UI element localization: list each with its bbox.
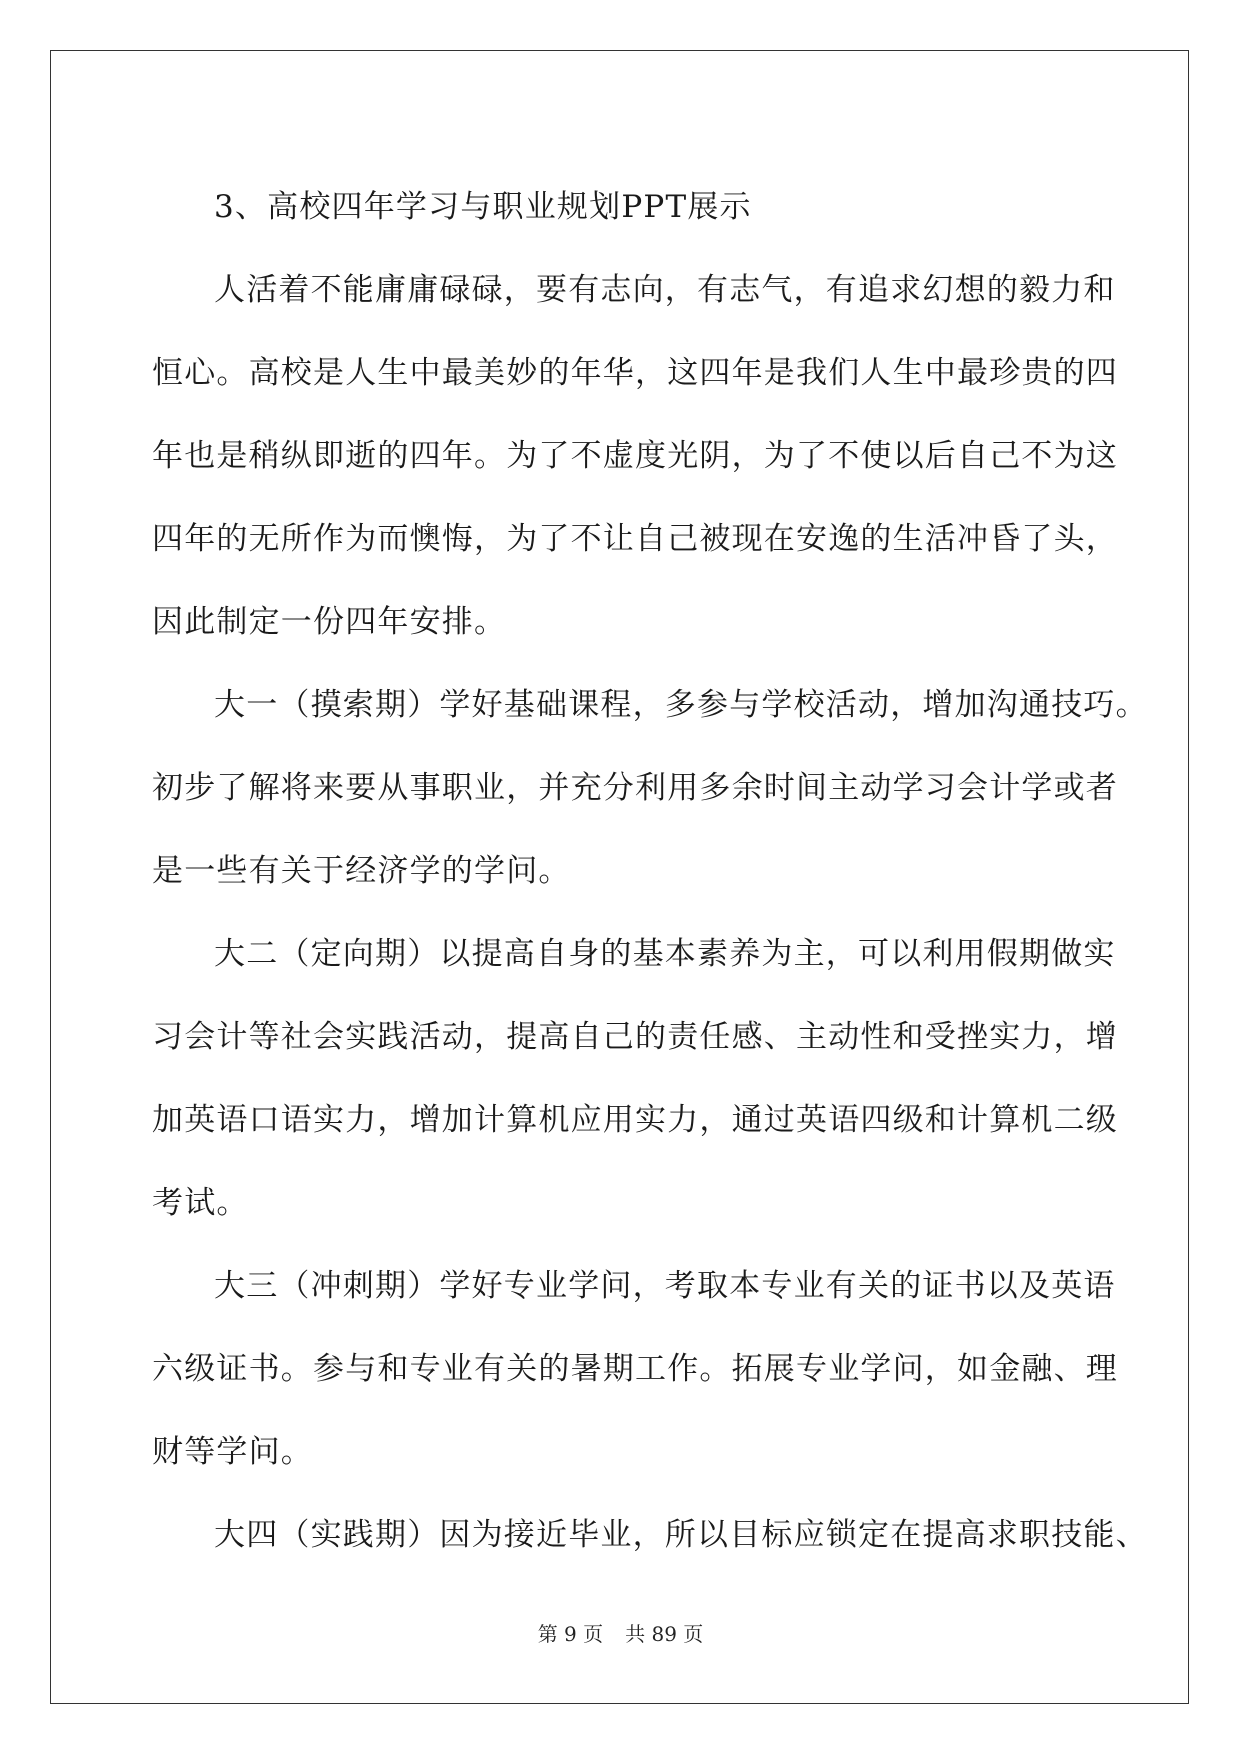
section-heading: 3、高校四年学习与职业规划PPT展示 [214, 189, 752, 225]
total-pages: 共 89 页 [625, 1622, 704, 1646]
paragraph-line: 大一（摸索期）学好基础课程，多参与学校活动，增加沟通技巧。 [214, 687, 1148, 723]
paragraph-line: 六级证书。参与和专业有关的暑期工作。拓展专业学问，如金融、理 [152, 1351, 1118, 1387]
paragraph-line: 加英语口语实力，增加计算机应用实力，通过英语四级和计算机二级 [152, 1102, 1118, 1138]
paragraph-line: 习会计等社会实践活动，提高自己的责任感、主动性和受挫实力，增 [152, 1019, 1118, 1055]
paragraph-line: 财等学问。 [152, 1434, 313, 1470]
paragraph-line: 人活着不能庸庸碌碌，要有志向，有志气，有追求幻想的毅力和 [214, 272, 1116, 308]
paragraph-line: 大二（定向期）以提高自身的基本素养为主，可以利用假期做实 [214, 936, 1116, 972]
document-body [152, 166, 1148, 1577]
paragraph-line: 初步了解将来要从事职业，并充分利用多余时间主动学习会计学或者 [152, 770, 1118, 806]
paragraph-line: 大四（实践期）因为接近毕业，所以目标应锁定在提高求职技能、 [214, 1517, 1148, 1553]
paragraph-line: 恒心。高校是人生中最美妙的年华，这四年是我们人生中最珍贵的四 [152, 355, 1118, 391]
paragraph-line: 因此制定一份四年安排。 [152, 604, 507, 640]
page-footer [0, 1618, 1241, 1647]
page-number: 第 9 页 [537, 1622, 604, 1646]
paragraph-line: 考试。 [152, 1185, 249, 1221]
paragraph-line: 是一些有关于经济学的学问。 [152, 853, 571, 889]
paragraph-line: 年也是稍纵即逝的四年。为了不虚度光阴，为了不使以后自己不为这 [152, 438, 1118, 474]
paragraph-line: 四年的无所作为而懊悔，为了不让自己被现在安逸的生活冲昏了头， [152, 521, 1118, 557]
paragraph-line: 大三（冲刺期）学好专业学问，考取本专业有关的证书以及英语 [214, 1268, 1116, 1304]
